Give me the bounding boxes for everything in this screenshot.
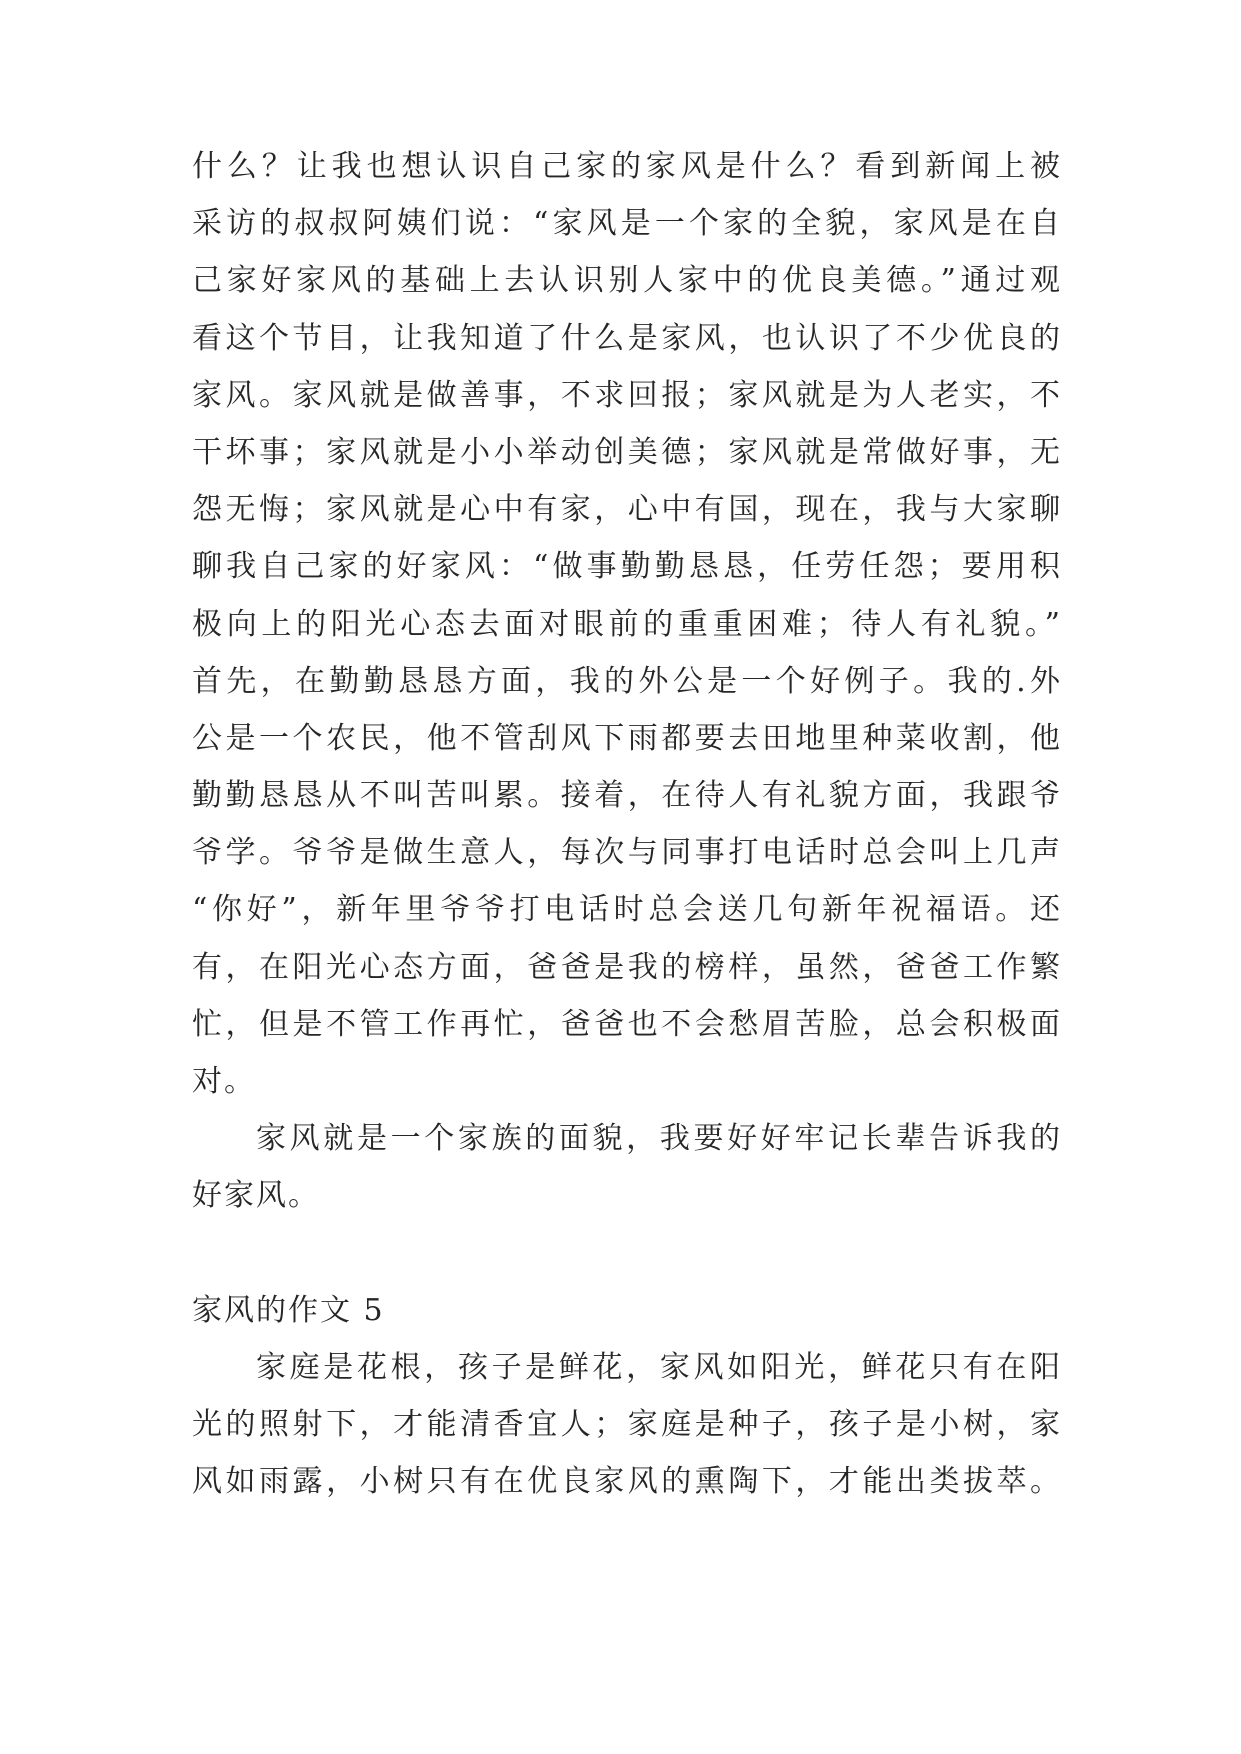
text-line: 有，在阳光心态方面，爸爸是我的榜样，虽然，爸爸工作繁	[192, 949, 1062, 985]
text-line: 怨无悔；家风就是心中有家，心中有国，现在，我与大家聊	[192, 492, 1062, 528]
text-line: 好家风。	[192, 1178, 320, 1214]
text-line: 什么？让我也想认识自己家的家风是什么？看到新闻上被	[192, 149, 1062, 184]
text-line: 家庭是花根，孩子是鲜花，家风如阳光，鲜花只有在阳	[256, 1349, 1062, 1385]
text-line: 公是一个农民，他不管刮风下雨都要去田地里种菜收割，他	[192, 720, 1062, 756]
text-line: 首先，在勤勤恳恳方面，我的外公是一个好例子。我的.外	[192, 663, 1062, 699]
text-line: 看这个节目，让我知道了什么是家风，也认识了不少优良的	[192, 320, 1062, 356]
text-line: 己家好家风的基础上去认识别人家中的优良美德。”通过观	[192, 263, 1062, 299]
text-line: 干坏事；家风就是小小举动创美德；家风就是常做好事，无	[192, 434, 1062, 470]
text-line: 光的照射下，才能清香宜人；家庭是种子，孩子是小树，家	[192, 1407, 1062, 1443]
text-line: 家风就是一个家族的面貌，我要好好牢记长辈告诉我的	[256, 1121, 1062, 1157]
text-line: 对。	[192, 1064, 256, 1099]
text-line: 忙，但是不管工作再忙，爸爸也不会愁眉苦脸，总会积极面	[192, 1006, 1062, 1042]
text-line: 爷学。爷爷是做生意人，每次与同事打电话时总会叫上几声	[192, 835, 1062, 871]
section-heading: 家风的作文 5	[192, 1292, 385, 1328]
text-line: 勤勤恳恳从不叫苦叫累。接着，在待人有礼貌方面，我跟爷	[192, 778, 1062, 814]
paragraph-spacer	[192, 1225, 1062, 1282]
text-line: 风如雨露，小树只有在优良家风的熏陶下，才能出类拔萃。	[192, 1464, 1062, 1500]
text-line: 家风。家风就是做善事，不求回报；家风就是为人老实，不	[192, 377, 1062, 413]
text-line: 聊我自己家的好家风：“做事勤勤恳恳，任劳任怨；要用积	[192, 549, 1062, 585]
text-line: “你好”，新年里爷爷打电话时总会送几句新年祝福语。还	[192, 892, 1062, 928]
text-line: 极向上的阳光心态去面对眼前的重重困难；待人有礼貌。”	[192, 606, 1062, 642]
paragraph-continued	[192, 138, 1062, 1511]
text-line: 采访的叔叔阿姨们说：“家风是一个家的全貌，家风是在自	[192, 206, 1062, 242]
